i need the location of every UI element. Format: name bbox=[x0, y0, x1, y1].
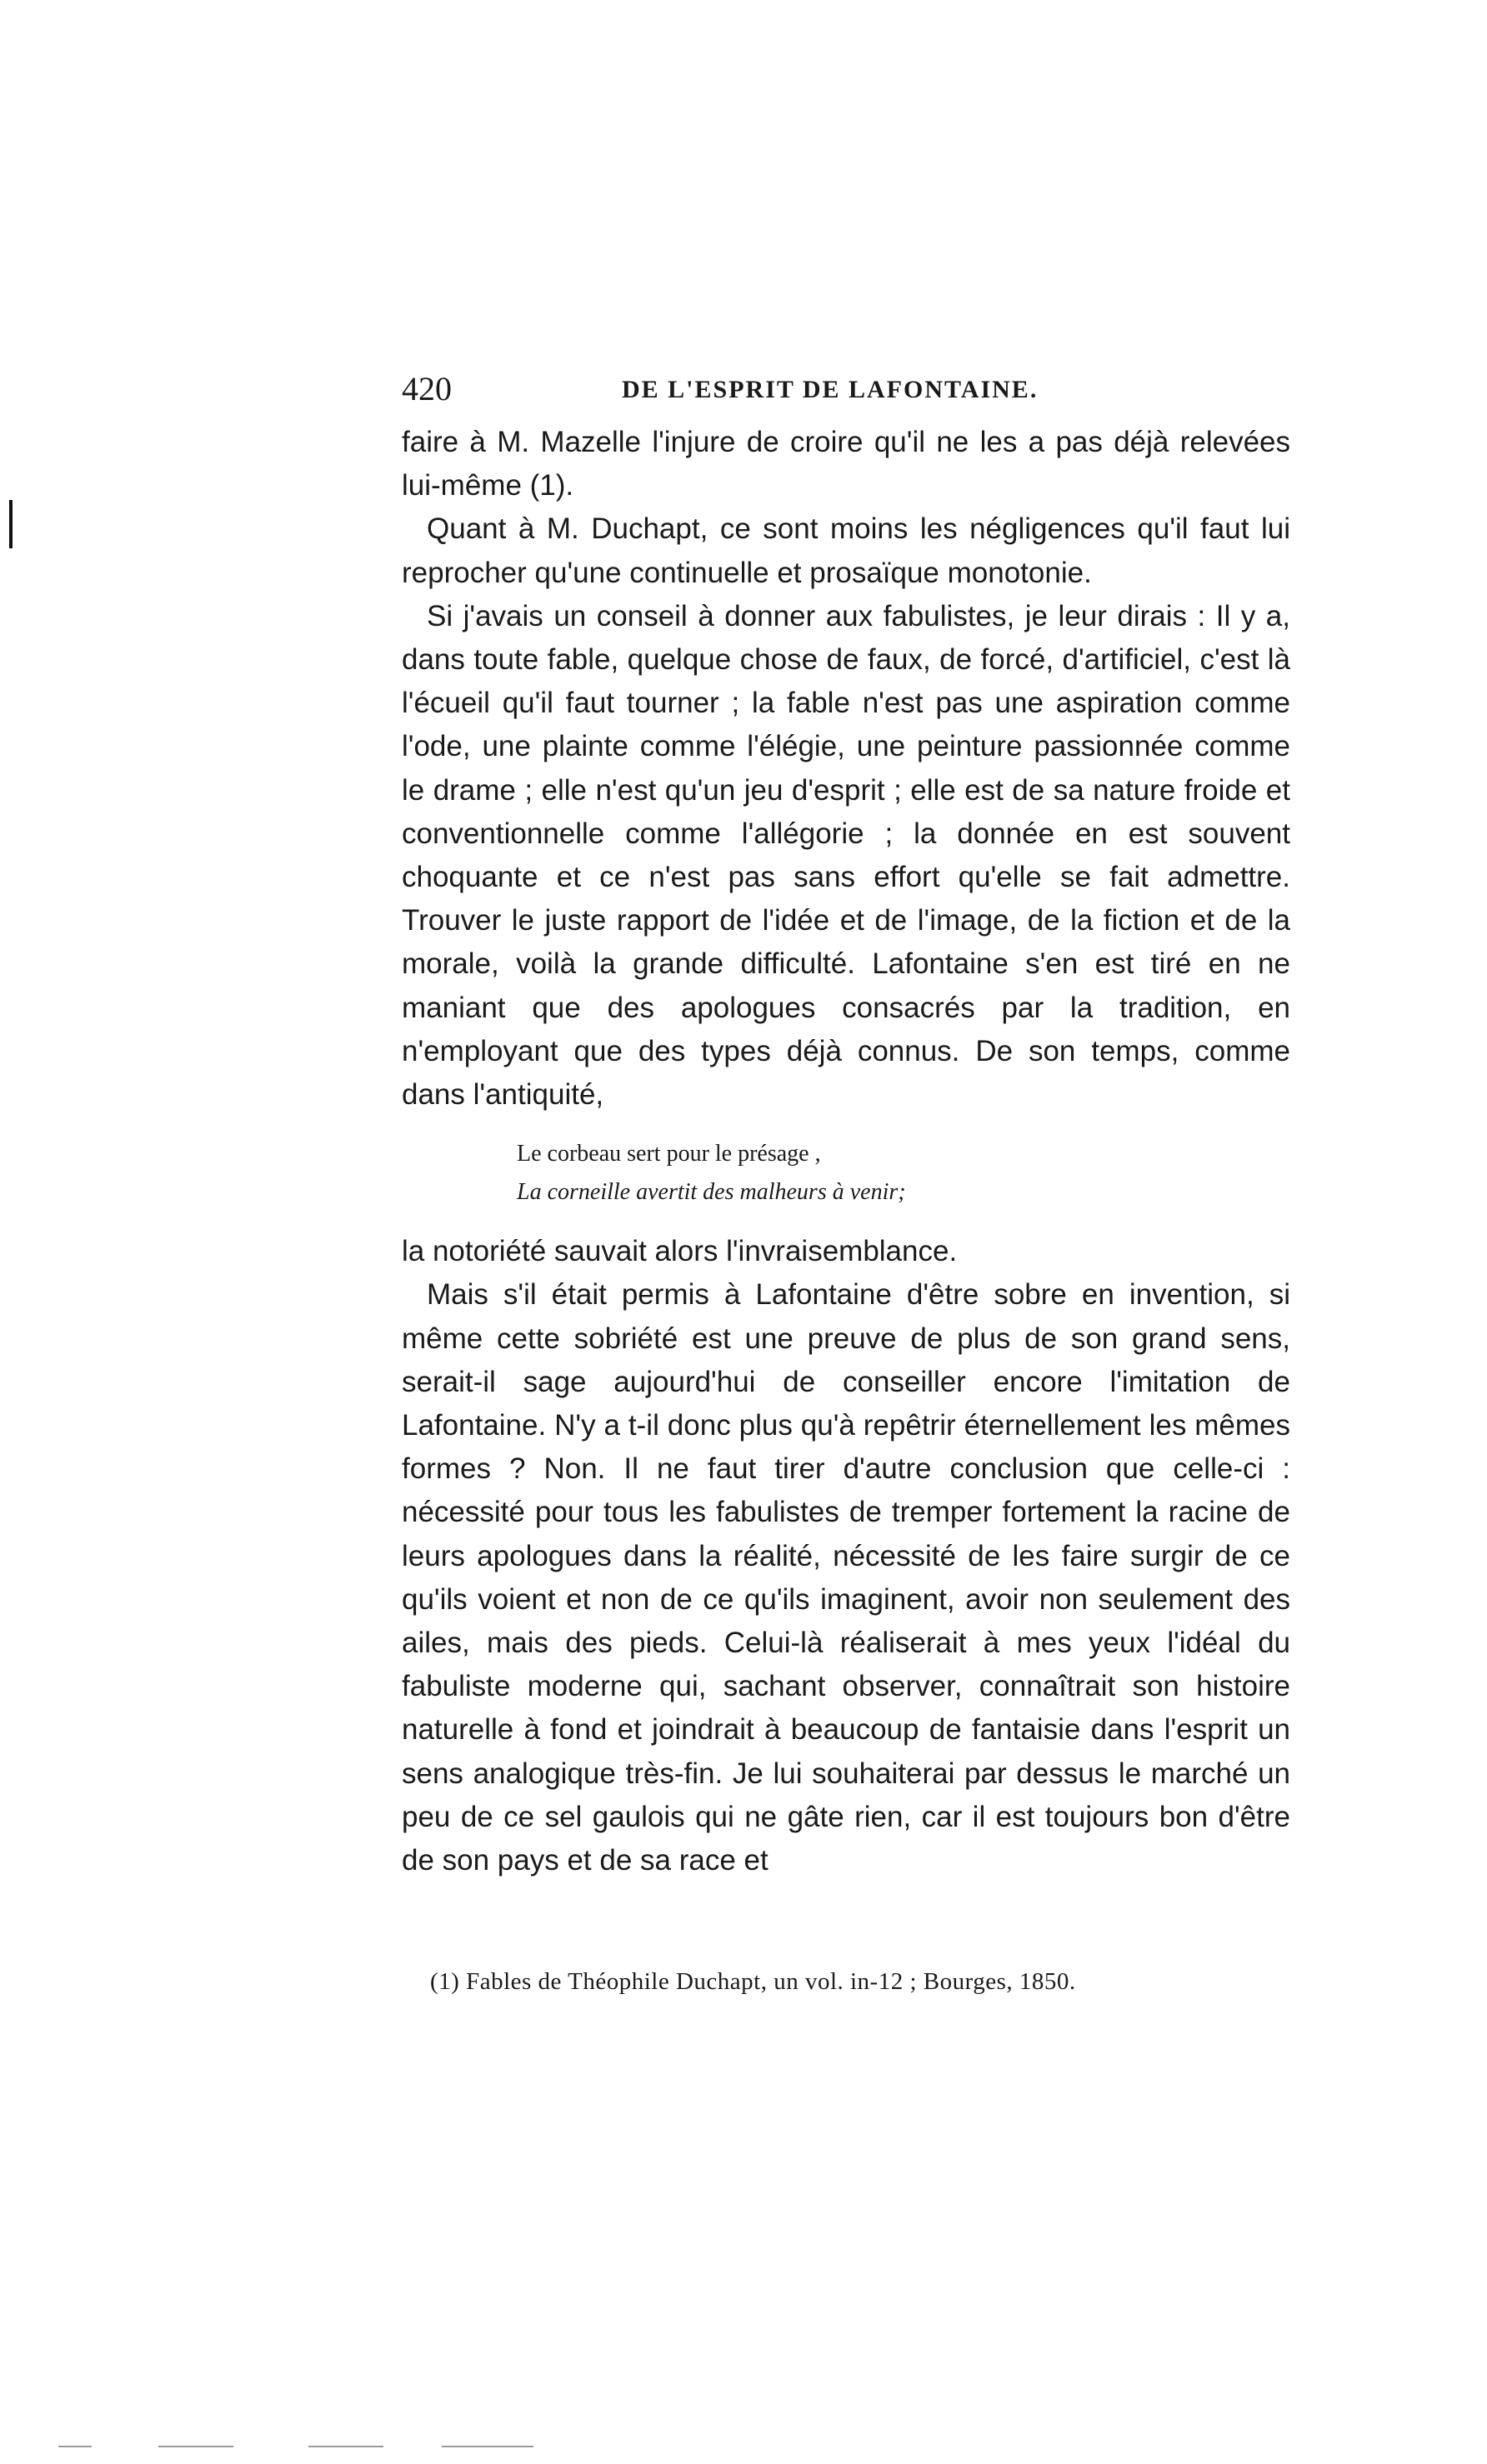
verse-line: Le corbeau sert pour le présage , bbox=[517, 1141, 821, 1167]
paragraph-advice: Si j'avais un conseil à donner aux fabulistes, je leur dirais : Il y a, dans toute fable, quelque chose de faux, de forcé, d'artificiel, c'est là l'écueil qu'il faut tourner ; la fable n'est pas une aspiration comme l'ode, une plainte comme l'élégie, une peinture passionnée comme le drame ; elle n'est qu'un jeu d'esprit ; elle est de sa nature froide et conventionnelle comme l'allégorie ; la donnée en est souvent choquante et ce n'est pas sans effort qu'elle se fait admettre. Trouver le juste rapport de l'idée et de l'image, de la fiction et de la morale, voilà la grande difficulté. Lafontaine s'en est tiré en ne maniant que des apologues consacrés par la tradition, en n'employant que des types déjà connus. De son temps, comme dans l'antiquité, bbox=[402, 599, 1290, 1112]
running-title: DE L'ESPRIT DE LAFONTAINE. bbox=[622, 376, 1039, 403]
verse-line: La corneille avertit des malheurs à venir; bbox=[517, 1179, 906, 1206]
verse-quote bbox=[517, 1135, 1290, 1212]
scan-artifact bbox=[58, 2446, 92, 2447]
footnote: (1) Fables de Théophile Duchapt, un vol. in-12 ; Bourges, 1850. bbox=[430, 1968, 1076, 1995]
margin-scan-mark bbox=[9, 500, 13, 548]
paragraph-notoriety: la notoriété sauvait alors l'invraisemblance. bbox=[402, 1235, 958, 1268]
scan-artifact bbox=[308, 2446, 383, 2447]
scan-artifact bbox=[442, 2446, 533, 2447]
scan-artifact bbox=[158, 2446, 233, 2447]
body-text bbox=[402, 421, 1290, 1882]
page-header bbox=[402, 368, 1290, 410]
paragraph-continuation: faire à M. Mazelle l'injure de croire qu'il ne les a pas déjà relevées lui-même (1). bbox=[402, 426, 1290, 502]
page-number: 420 bbox=[402, 370, 452, 407]
paragraph-duchapt: Quant à M. Duchapt, ce sont moins les négligences qu'il faut lui reprocher qu'une continuelle et prosaïque monotonie. bbox=[402, 512, 1290, 589]
paragraph-conclusion: Mais s'il était permis à Lafontaine d'être sobre en invention, si même cette sobriété est une preuve de plus de son grand sens, serait-il sage aujourd'hui de conseiller encore l'imitation de Lafontaine. N'y a t-il donc plus qu'à repêtrir éternellement les mêmes formes ? Non. Il ne faut tirer d'autre conclusion que celle-ci : nécessité pour tous les fabulistes de tremper fortement la racine de leurs apologues dans la réalité, nécessité de les faire surgir de ce qu'ils voient et non de ce qu'ils imaginent, avoir non seulement des ailes, mais des pieds. Celui-là réaliserait à mes yeux l'idéal du fabuliste moderne qui, sachant observer, connaîtrait son histoire naturelle à fond et joindrait à beaucoup de fantaisie dans l'esprit un sens analogique très-fin. Je lui souhaiterai par dessus le marché un peu de ce sel gaulois qui ne gâte rien, car il est toujours bon d'être de son pays et de sa race et bbox=[402, 1278, 1290, 1877]
